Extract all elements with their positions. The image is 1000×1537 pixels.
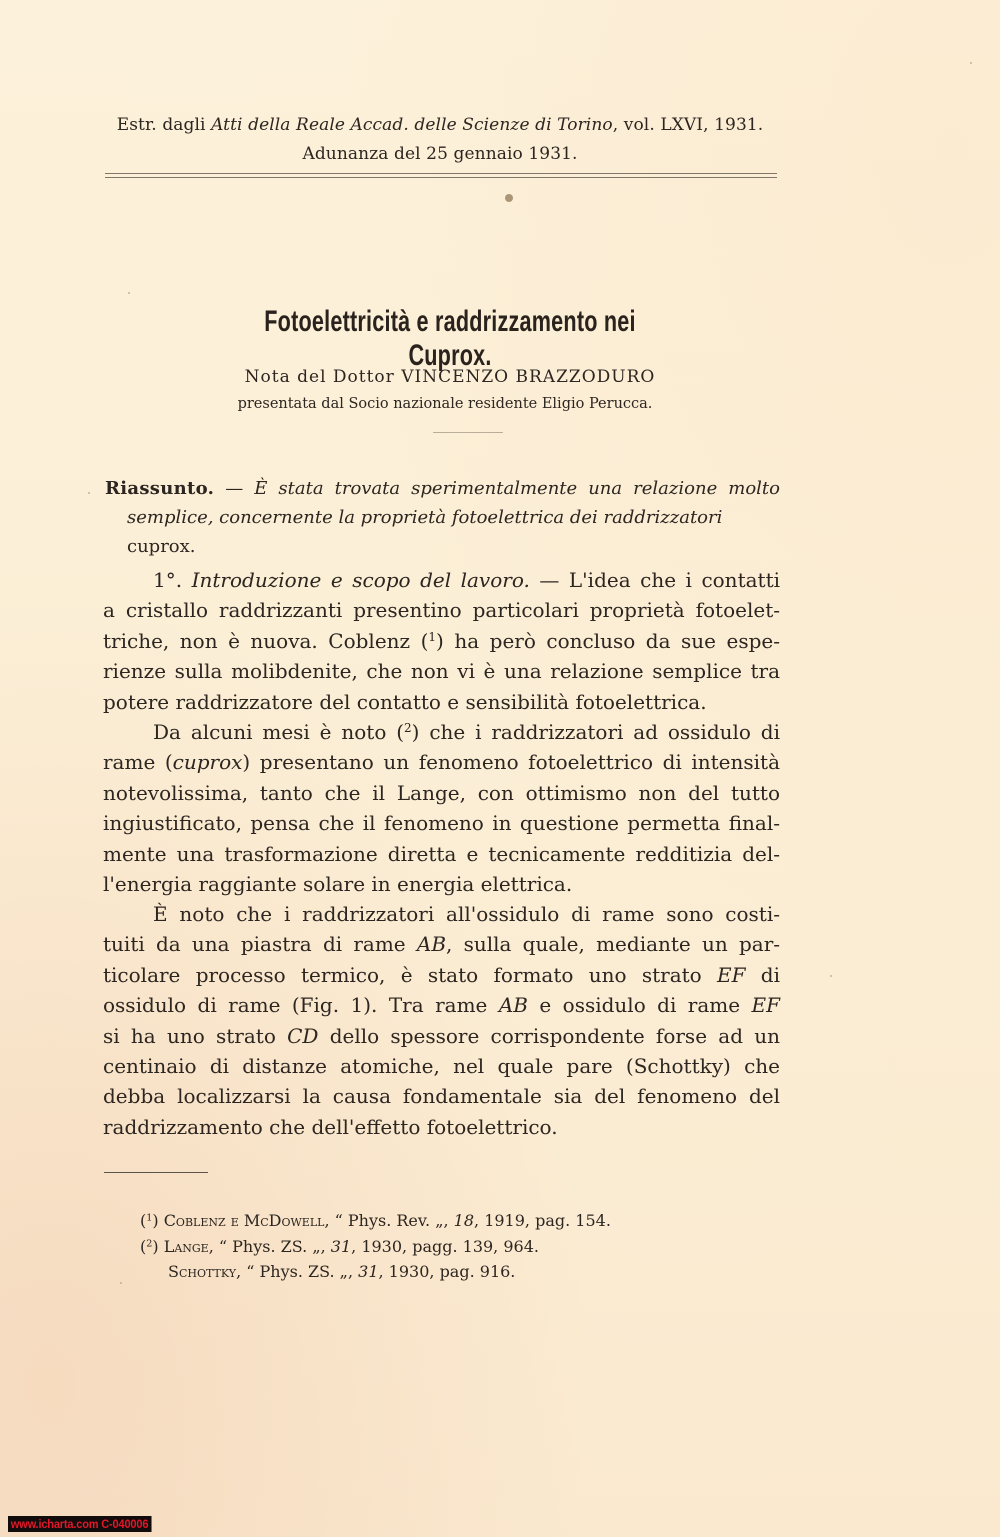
journal-name: Atti della Reale Accad. delle Scienze di Torino [211,115,613,135]
body-text: ossidulo di rame (Fig. 1). Tra rame [103,993,499,1018]
body-text: Da alcuni mesi è noto ( [153,720,405,744]
body-line [103,626,780,656]
footnote-journal: , “ Phys. ZS. „, [208,1236,331,1256]
body-line: notevolissima, tanto che il Lange, con ottimismo non del tutto [103,780,780,805]
presenter-line: presentata dal Socio nazionale residente Eligio Perucca. [237,396,653,412]
body-line [103,990,780,1020]
body-text: dello spessore corrispondente forse ad un [318,1023,781,1048]
body-text: — L'idea che i contatti [529,568,780,592]
body-line [103,1021,780,1051]
body-text: si ha uno strato [103,1023,288,1048]
body-line: potere raddrizzatore del contatto e sensibilità fotoelettrica. [103,689,707,714]
footnote-ref-1[interactable]: 1 [428,629,437,644]
body-text: ) che i raddrizzatori ad ossidulo di [411,720,780,744]
footnote-author: Lange [163,1236,209,1256]
journal-citation-header [104,115,776,135]
title-separator [433,432,503,433]
body-line: rienze sulla molibdenite, che non vi è una relazione semplice tra [103,659,780,684]
label-ef: EF [717,962,746,987]
footnote-rest: , 1930, pag. 916. [378,1262,516,1281]
body-line: centinaio di distanze atomiche, nel quale pare (Schottky) che [103,1054,780,1079]
footnote-journal: , “ Phys. ZS. „, [236,1262,359,1281]
header-volume: , vol. LXVI, 1931. [612,115,764,135]
meeting-date: Adunanza del 25 gennaio 1931. [302,144,578,164]
section-heading: Introduzione e scopo del lavoro. [191,568,530,592]
paper-speck [120,1282,122,1284]
body-text: ) ha però concluso da sue espe- [436,628,780,653]
body-line: ingiustificato, pensa che il fenomeno in questione permetta final- [103,811,780,836]
footnote-volume: 31 [330,1236,352,1256]
label-ab: AB [498,993,528,1018]
label-ab: AB [416,932,447,957]
paper-title: Fotoelettricità e raddrizzamento nei Cuprox. [264,305,636,372]
body-text: triche, non è nuova. Coblenz ( [103,628,429,653]
body-text: tuiti da una piastra di rame [103,932,417,957]
section-number: 1°. [153,568,192,592]
footnote-volume: 31 [358,1262,379,1281]
body-line: raddrizzamento che dell'effetto fotoelettrico. [103,1114,558,1139]
paper-speck [128,292,130,294]
body-text: ticolare processo termico, è stato formato uno strato [103,962,718,987]
abstract-line-1: — È stata trovata sperimentalmente una relazione molto [214,478,780,499]
footnote-mark: 2 [146,1237,153,1249]
abstract-cuprox: cuprox. [127,536,196,557]
footnote-1: ($^1$) Coblenz e McDowell, “ Phys. Rev. „, 18, 1919, pag. 154. [140,1211,611,1230]
body-line: mente una trasformazione diretta e tecnicamente redditizia del- [103,841,780,866]
body-text: , sulla quale, mediante un par- [446,932,781,957]
label-ef: EF [751,993,780,1018]
footnote-volume: 18 [453,1211,475,1230]
header-double-rule [105,173,777,178]
footnote-2: ($^2$) Lange, “ Phys. ZS. „, 31, 1930, pagg. 139, 964. [140,1236,539,1256]
paragraph-2 [103,717,780,899]
body-line [103,747,780,777]
footnote-mark: 1 [146,1212,153,1224]
abstract-label: Riassunto. [105,478,215,499]
abstract-line-2: semplice, concernente la proprietà fotoelettrica dei raddrizzatori [127,507,723,528]
body-line [103,929,780,959]
label-cd: CD [287,1023,319,1048]
watermark-label: www.icharta.com C-040006 [8,1516,151,1532]
body-line: l'energia raggiante solare in energia elettrica. [103,872,573,897]
body-line [103,717,780,747]
body-line: debba localizzarsi la causa fondamentale sia del fenomeno del [103,1084,780,1109]
paragraph-3 [103,899,780,1142]
section-1-intro [103,565,780,717]
footnote-author: Schottky [168,1262,237,1281]
body-line: È noto che i raddrizzatori all'ossidulo di rame sono costi- [153,902,780,926]
footnote-2-continued [140,1259,740,1285]
paper-speck [88,492,90,494]
body-line [103,565,780,595]
abstract [105,474,780,561]
paper-speck [970,62,972,64]
cuprox-term: cuprox [172,750,243,775]
footnote-ref-2[interactable]: 2 [404,720,412,735]
footnote-rest: , 1930, pagg. 139, 964. [351,1236,539,1256]
body-text: di [745,962,781,987]
footnote-separator [104,1172,208,1173]
body-line: a cristallo raddrizzanti presentino particolari proprietà fotoelet- [103,598,780,623]
ink-smudge [505,194,513,202]
header-prefix: Estr. dagli [116,115,212,135]
footnote-author: Coblenz e McDowell [163,1211,325,1230]
author-line: Nota del Dottor VINCENZO BRAZZODURO [244,367,656,387]
footnote-journal: , “ Phys. Rev. „, [324,1211,454,1230]
paper-speck [830,975,832,977]
body-line [103,960,780,990]
body-text: ) presentano un fenomeno fotoelettrico di intensità [242,750,780,775]
footnotes [140,1208,740,1285]
body-text: rame ( [103,750,173,775]
footnote-rest: , 1919, pag. 154. [474,1211,611,1230]
body-text: e ossidulo di rame [527,993,752,1018]
